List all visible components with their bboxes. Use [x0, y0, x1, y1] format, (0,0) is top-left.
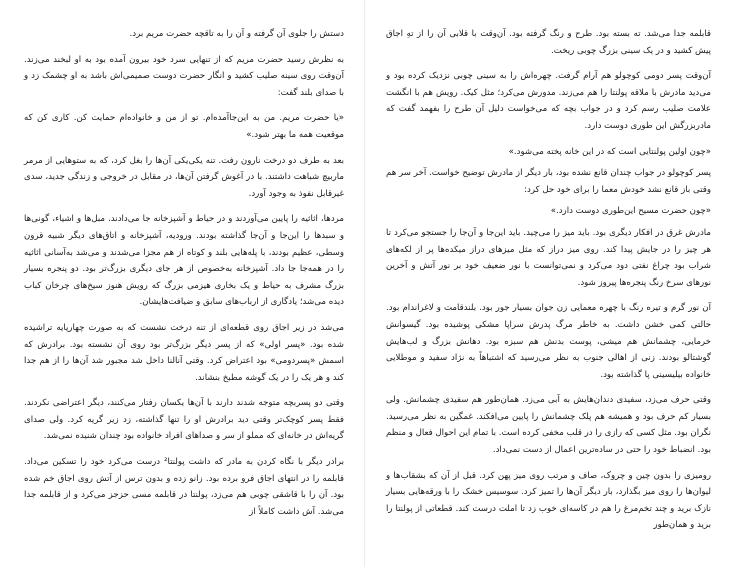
left-paragraph-3: «یا حضرت مریم. من به این‌جاآمده‌ام. تو از من و خانواده‌ام حمایت کن. کاری کن که موقعیت همه ما بهتر شود.»	[24, 113, 344, 140]
right-paragraph-7: آن نور گرم و تیره رنگ با چهره معمایی زن جوان بسیار جور بود. بلندقامت و لاغراندام بود. حالتی کمی خشن داشت. به خاطر مرگ پدرش سراپا مشکی پوشیده بود. گیسوانش خرمایی، چشمانش هم میشی، پوست بدنش هم سبزه بود. دهانش بزرگ و لب‌هایش گوشتالو بودند. زنی از اهالی جنوب به نظر می‌رسید که اشتباهاً به نژاد سفید و موطلایی خانواده بیلیسینی پا گذاشته بود.	[386, 303, 711, 380]
left-paragraph-8: برادر دیگر با نگاه کردن به مادر که داشت پولنتا² درست می‌کرد خود را تسکین می‌داد. قابلمه را در انتهای اجاق فرو برده بود. زانو زده و بدون ترس از آتش روی اجاق خم شده بود. آن را با قاشقی چوبی هم می‌زد، پولنتا در قابلمه مسی حزجز می‌کرد و از قابلمه جدا می‌شد. آش داشت کاملاً از	[24, 457, 344, 517]
left-page	[0, 0, 365, 567]
left-paragraph-4: بعد به طرف دو درخت نارون رفت. تنه یکی‌یکی آن‌ها را بغل کرد، که به ستوهایی از مرمر ماربیچ شباهت داشتند. با در آغوش گرفتن آن‌ها، در مقابل در خروجی و زندگی جدید، سدی غیرقابل نفوذ به وجود آورد.	[24, 155, 344, 199]
right-paragraph-9: رومیزی را بدون چین و چروک، صاف و مرتب روی میز پهن کرد. قبل از آن که بشقاب‌ها و لیوان‌ها را روی میز بگذارد، بار دیگر آن‌ها را تمیز کرد. سوسیس خشک را با ورقه‌هایی بسیار نازک برید و چند تخم‌مرغ را هم در کاسه‌ای خوب زد تا املت درست کند. قطعاتی از پولنتا را برید و همان‌طور	[386, 470, 711, 531]
right-page	[366, 0, 733, 567]
right-paragraph-2: آن‌وقت پسر دومی کوچولو هم آرام گرفت. چهره‌اش را به سینی چوبی نزدیک کرده بود و می‌دید مادرش با ملاقه پولنتا را هم می‌زند. مدورش می‌کرد؛ مثل کیک. رویش هم با انگشت علامت صلیب رسم کرد و در جواب بچه که می‌خواست دلیل آن طرح را بفهمد گفت که مادربزرگش این طوری دوست دارد.	[386, 71, 711, 131]
left-paragraph-2: به نظرش رسید حضرت مریم که از تنهایی سرد خود بیرون آمده بود به او لبخند می‌زند. آن‌وقت روی سینه صلیب کشید و انگار حضرت دوست صمیمی‌اش باشد به او چشمک زد و با صدای بلند گفت:	[24, 54, 344, 98]
left-paragraph-6: می‌شد در زیر اجاق روی قطعه‌ای از تنه درخت نشست که به صورت چهارپایه تراشیده شده بود. «پسر اولی» که از پسر دیگر بزرگ‌تر بود روی آن نشسته بود. برادرش که اسمش «پسردومی» بود اعتراض کرد. وقتی آنالنا داخل شد مجبور شد آن‌ها را از هم جدا کند و هر یک را در یک گوشه مطبخ بنشاند.	[24, 322, 344, 383]
right-paragraph-3: «چون اولین پولنتایی است که در این خانه پخته می‌شود.»	[508, 146, 711, 157]
right-paragraph-1: قابلمه جدا می‌شد. ته بسته بود. طرح و رنگ گرفته بود. آن‌وقت با قلابی آن را از تهِ اجاق پیش کشید و در یک سینی بزرگ چوبی ریخت.	[386, 29, 711, 56]
left-paragraph-7: وقتی دو پسربچه متوجه شدند دارند با آن‌ها یکسان رفتار می‌کنند، دیگر اعتراضی نکردند. فقط پسر کوچک‌تر وقتی دید برادرش او را تنها گذاشته، زد زیر گریه کرد. ولی صدای گریه‌اش در خانه‌ای که مملو از سر و صداهای افراد خانواده بود چندان شنیده نمی‌شد.	[24, 398, 344, 442]
right-paragraph-5: «چون حضرت مسیح این‌طوری دوست دارد.»	[550, 206, 711, 217]
left-paragraph-1: دستش را جلوی آن گرفته و آن را به تاقچه حضرت مریم برد.	[129, 29, 344, 39]
right-paragraph-8: وقتی حرف می‌زد، سفیدی دندان‌هایش به آبی می‌زد. همان‌طور هم سفیدی چشمانش. ولی بسیار کم حرف بود و همیشه هم پلک چشمانش را پایین می‌افکند. غمگین به نظر می‌رسید. نگران بود. مثل کسی که رازی را در قلب مخفی کرده است. با تمام این احوال فعال و منظم بود. انضباط خود را حتی در ساده‌ترین اعمال از دست نمی‌داد.	[386, 395, 711, 456]
left-paragraph-5: مردها، اثاثیه را پایین می‌آوردند و در حیاط و آشپزخانه جا می‌دادند. مبل‌ها و اشیاء، گونی‌ها و سبدها را این‌جا و آن‌جا گذاشته بودند. ورودیه، آشپزخانه و اتاق‌های دیگر شبیه قرون وسطی، عظیم بودند، با پله‌هایی بلند و کوتاه از هم مجزا می‌شدند و می‌شد به‌آسانی اثاثیه را در همه‌جا جا داد. آشپزخانه به‌خصوص از هر جای دیگری بزرگ‌تر بود. دو پنجره بسیار بزرگ مشرف به حیاط و یک بخاری هیزمی بزرگ که رویش هنوز سیخ‌های چرخان کباب دیده می‌شد؛ یادگاری از ارباب‌های سابق و ضیافت‌هایشان.	[24, 214, 344, 308]
right-paragraph-6: مادرش غرق در افکار دیگری بود. باید میز را می‌چید. باید این‌جا و آن‌جا را جستجو می‌کرد تا هر چیز را در جایش پیدا کند. روی میز دراز که مثل میزهای دراز میکده‌ها پر از لکه‌های شراب بود چراغ نفتی دود می‌کرد و نمی‌توانست با نور ضعیف خود بر نور آتش و آخرین نورهای سرخ رنگ پنجره‌ها پیروز شود.	[386, 227, 711, 288]
right-paragraph-4: پسر کوچولو در جواب چندان قانع نشده بود، بار دیگر از مادرش توضیح خواست. آخر سر هم وقتی باز قانع نشد خودش معما را برای خود حل کرد:	[386, 168, 711, 195]
